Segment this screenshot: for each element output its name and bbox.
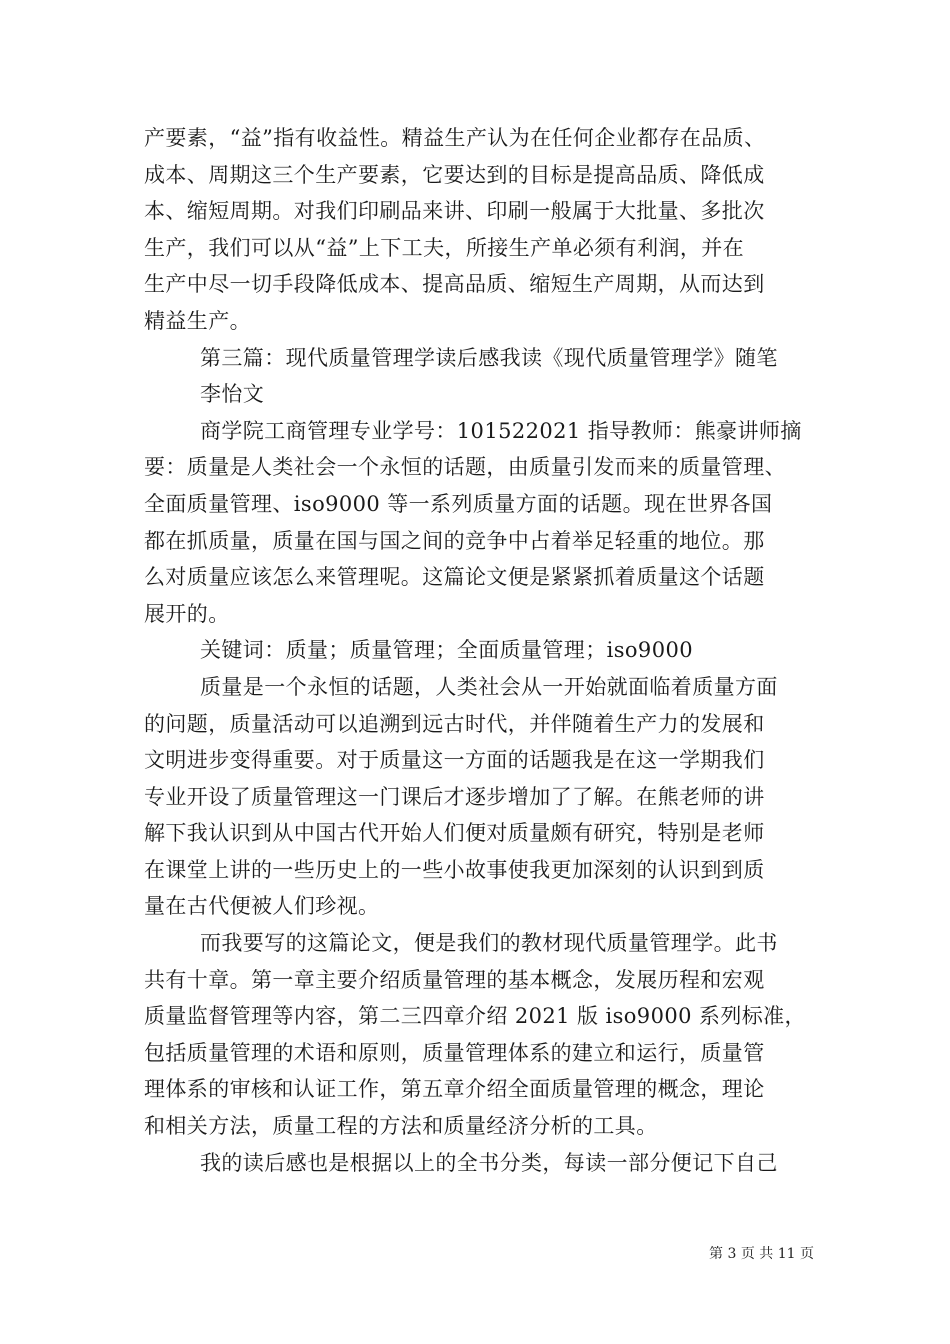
text-line: 生产，我们可以从“益”上下工夫，所接生产单必须有利润，并在 (144, 235, 745, 260)
page-number: 第 3 页 共 11 页 (709, 1246, 814, 1262)
author-name: 李怡文 (200, 382, 265, 407)
text-line: 和相关方法，质量工程的方法和质量经济分析的工具。 (144, 1114, 658, 1139)
text-line: 解下我认识到从中国古代开始人们便对质量颇有研究，特别是老师 (144, 821, 765, 846)
text-line: 么对质量应该怎么来管理呢。这篇论文便是紧紧抓着质量这个话题 (144, 565, 765, 590)
text-line: 都在抓质量，质量在国与国之间的竞争中占着举足轻重的地位。那 (144, 528, 765, 553)
text-line: 的问题，质量活动可以追溯到远古时代，并伴随着生产力的发展和 (144, 711, 765, 736)
text-line: 生产中尽一切手段降低成本、提高品质、缩短生产周期，从而达到 (144, 272, 765, 297)
section-heading: 第三篇：现代质量管理学读后感我读《现代质量管理学》随笔 (200, 345, 778, 370)
text-line: 量在古代便被人们珍视。 (144, 894, 380, 919)
text-line: 产要素，“益”指有收益性。精益生产认为在任何企业都存在品质、 (144, 126, 766, 150)
text-line: 展开的。 (144, 601, 230, 626)
text-line: 精益生产。 (144, 308, 251, 333)
text-line: 理体系的审核和认证工作，第五章介绍全面质量管理的概念，理论 (144, 1077, 765, 1102)
text-line: 要：质量是人类社会一个永恒的话题，由质量引发而来的质量管理、 (144, 455, 786, 480)
text-line: 专业开设了质量管理这一门课后才逐步增加了了解。在熊老师的讲 (144, 784, 765, 809)
text-line: 全面质量管理、iso9000 等一系列质量方面的话题。现在世界各国 (144, 491, 773, 516)
text-line: 我的读后感也是根据以上的全书分类，每读一部分便记下自己 (200, 1150, 778, 1175)
text-line: 而我要写的这篇论文，便是我们的教材现代质量管理学。此书 (200, 931, 778, 956)
text-line: 文明进步变得重要。对于质量这一方面的话题我是在这一学期我们 (144, 748, 765, 773)
text-line: 商学院工商管理专业学号：101522021 指导教师：熊豪讲师摘 (200, 418, 802, 443)
text-line: 质量监督管理等内容，第二三四章介绍 2021 版 iso9000 系列标准， (144, 1004, 806, 1029)
body-text (144, 120, 816, 1181)
text-line: 成本、周期这三个生产要素，它要达到的目标是提高品质、降低成 (144, 162, 765, 187)
text-line: 包括质量管理的术语和原则，质量管理体系的建立和运行，质量管 (144, 1040, 765, 1065)
keywords-line: 关键词：质量；质量管理；全面质量管理；iso9000 (200, 638, 693, 663)
text-line: 共有十章。第一章主要介绍质量管理的基本概念，发展历程和宏观 (144, 967, 765, 992)
text-line: 质量是一个永恒的话题，人类社会从一开始就面临着质量方面 (200, 674, 778, 699)
text-line: 本、缩短周期。对我们印刷品来讲、印刷一般属于大批量、多批次 (144, 199, 765, 224)
text-line: 在课堂上讲的一些历史上的一些小故事使我更加深刻的认识到到质 (144, 857, 765, 882)
